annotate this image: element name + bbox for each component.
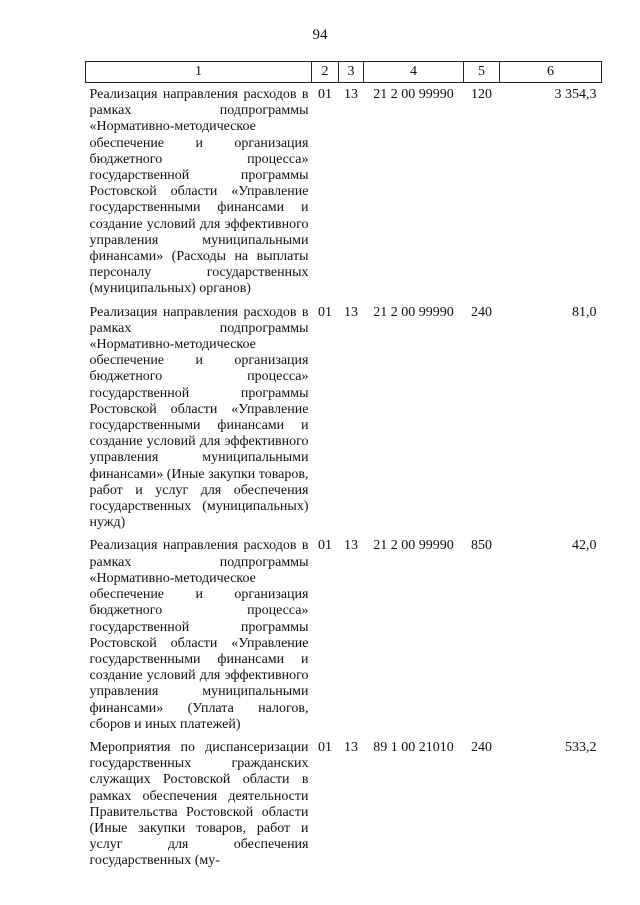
row-description: Реализация направления расходов в рамках подпрограммы «Нормативно-методическое обеспечение и организация бюджетного процесса» государственной программы Ростовской области «Управление государственными финансами и создание условий для эффективного управления муниципальными финансами» (Расходы на выплаты персоналу государственных (муниципальных) органов) — [89, 87, 309, 297]
row-amount: 42,0 — [572, 538, 597, 554]
row-section: 01 — [318, 304, 332, 320]
column-header-amount: 6 — [500, 62, 602, 83]
column-header-subsection: 3 — [339, 62, 364, 83]
row-description: Мероприятия по диспансеризации государственных гражданских служащих Ростовской области в рамках обеспечения деятельности Правительства Ростовской области (Иные закупки товаров, работ и услуг для обеспечения государственных (му- — [89, 739, 309, 869]
row-amount: 3 354,3 — [554, 87, 597, 102]
row-expense-type: 850 — [471, 538, 492, 554]
row-amount: 81,0 — [572, 304, 597, 320]
row-description: Реализация направления расходов в рамках подпрограммы «Нормативно-методическое обеспечение и организация бюджетного процесса» государственной программы Ростовской области «Управление государственными финансами и создание условий для эффективного управления муниципальными финансами» (Уплата налогов, сборов и иных платежей) — [89, 538, 309, 732]
table-row — [86, 83, 602, 298]
row-section: 01 — [318, 538, 332, 554]
row-subsection: 13 — [344, 87, 358, 102]
table-header-row — [86, 62, 602, 83]
column-header-description: 1 — [86, 62, 312, 83]
column-header-section: 2 — [312, 62, 339, 83]
row-target-article: 21 2 00 99990 — [373, 538, 454, 554]
table-row — [86, 531, 602, 732]
table-row — [86, 733, 602, 870]
table-row — [86, 298, 602, 532]
row-expense-type: 240 — [471, 739, 492, 755]
page-number: 94 — [312, 27, 328, 43]
row-section: 01 — [318, 87, 332, 102]
row-subsection: 13 — [344, 304, 358, 320]
column-header-expense-type: 5 — [464, 62, 500, 83]
row-amount: 533,2 — [565, 739, 597, 755]
row-section: 01 — [318, 739, 332, 755]
budget-table — [85, 61, 602, 870]
row-target-article: 21 2 00 99990 — [373, 304, 454, 320]
row-subsection: 13 — [344, 739, 358, 755]
column-header-target-article: 4 — [364, 62, 464, 83]
row-target-article: 89 1 00 21010 — [373, 739, 454, 755]
row-expense-type: 240 — [471, 304, 492, 320]
row-description: Реализация направления расходов в рамках подпрограммы «Нормативно-методическое обеспечение и организация бюджетного процесса» государственной программы Ростовской области «Управление государственными финансами и создание условий для эффективного управления муниципальными финансами» (Иные закупки товаров, работ и услуг для обеспечения государственных (муниципальных) нужд) — [89, 304, 309, 531]
row-target-article: 21 2 00 99990 — [373, 87, 454, 102]
row-expense-type: 120 — [471, 87, 492, 102]
row-subsection: 13 — [344, 538, 358, 554]
